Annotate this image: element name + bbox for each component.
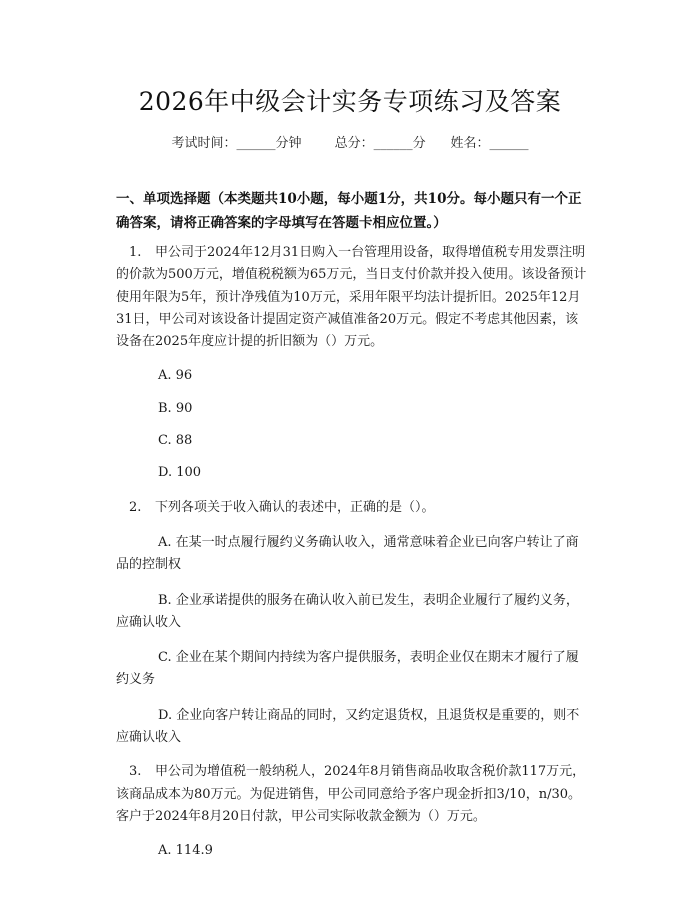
section-heading: 一、单项选择题（本类题共10小题，每小题1分，共10分。每小题只有一个正确答案，请将正确答案的字母填写在答题卡相应位置。） <box>116 191 582 231</box>
question-number: 3. <box>129 764 142 780</box>
option-d: D. 企业向客户转让商品的同时，又约定退货权，且退货权是重要的，则不应确认收入 <box>116 707 580 746</box>
page-title: 2026年中级会计实务专项练习及答案 <box>138 87 562 116</box>
question-list <box>116 242 588 863</box>
time-unit: 分钟 <box>275 136 302 151</box>
option-a: A. 在某一时点履行履约义务确认收入，通常意味着企业已向客户转让了商品的控制权 <box>116 534 579 573</box>
question-2 <box>116 497 588 519</box>
name-label: 姓名： <box>450 136 490 151</box>
option-b: B. 90 <box>158 400 193 416</box>
score-unit: 分 <box>412 136 426 151</box>
option-d: D. 100 <box>158 465 202 481</box>
option-a: A. 114.9 <box>158 843 213 859</box>
score-label: 总分： <box>334 136 374 151</box>
time-label: 考试时间： <box>171 136 237 151</box>
question-3 <box>116 761 588 828</box>
question-number: 2. <box>129 499 142 515</box>
question-1 <box>116 242 588 353</box>
question-stem: 甲公司为增值税一般纳税人，2024年8月销售商品收取含税价款117万元，该商品成本为80万元。为促进销售，甲公司同意给予客户现金折扣3/10，n/30。客户于2024年8月20日付款，甲公司实际收款金额为（）万元。 <box>116 764 586 824</box>
option-a: A. 96 <box>158 368 193 384</box>
option-c: C. 企业在某个期间内持续为客户提供服务，表明企业仅在期末才履行了履约义务 <box>116 650 579 688</box>
name-blank: ______ <box>489 136 529 151</box>
question-number: 1. <box>129 245 142 260</box>
score-blank: ______ <box>373 136 413 151</box>
question-stem: 甲公司于2024年12月31日购入一台管理用设备，取得增值税专用发票注明的价款为500万元，增值税税额为65万元，当日支付价款并投入使用。该设备预计使用年限为5年，预计净残值为10万元，采用年限平均法计提折旧。2025年12月31日，甲公司对该设备计提固定资产减值准备20万元。假定不考虑其他因素，该设备在2025年度应计提的折旧额为（）万元。 <box>116 245 587 350</box>
exam-info <box>0 132 700 151</box>
question-stem: 下列各项关于收入确认的表述中，正确的是（）。 <box>155 499 435 515</box>
option-b: B. 企业承诺提供的服务在确认收入前已发生，表明企业履行了履约义务，应确认收入 <box>116 592 579 630</box>
option-c: C. 88 <box>158 433 193 449</box>
time-blank: ______ <box>236 136 276 151</box>
